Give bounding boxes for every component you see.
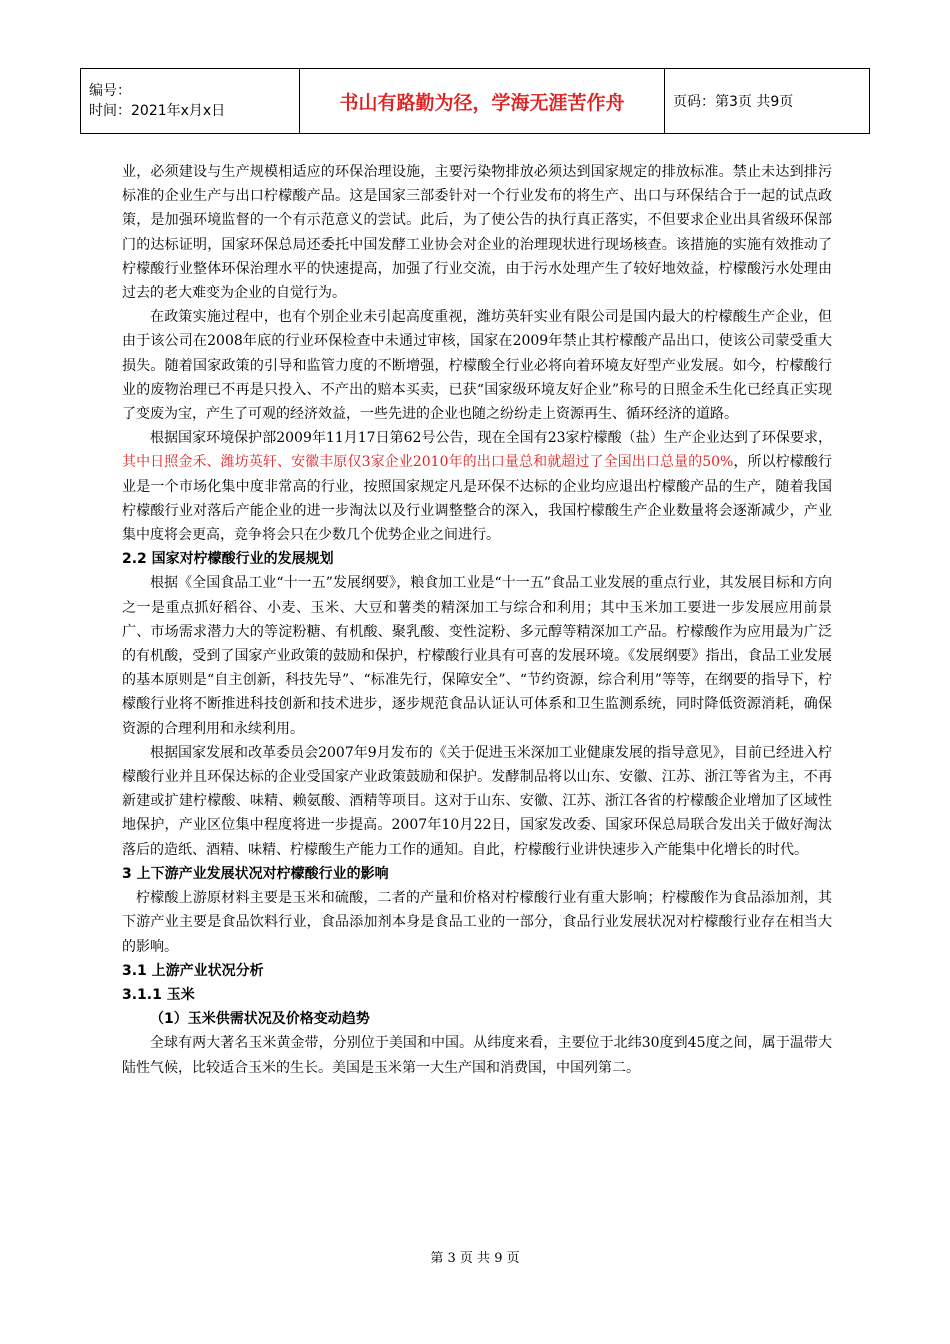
paragraph-announcement-62-lead: 根据国家环境保护部2009年11月17日第62号公告，现在全国有23家柠檬酸（盐）生产企业达到了环保要求， — [150, 430, 832, 447]
paragraph-upstream-downstream: 柠檬酸上游原材料主要是玉米和硫酸，二者的产量和价格对柠檬酸行业有重大影响；柠檬酸作为食品添加剂，其下游产业主要是食品饮料行业，食品添加剂本身是食品工业的一部分，食品行业发展状况对柠檬酸行业存在相当大的影响。 — [122, 890, 832, 955]
header-number-label: 编号： — [89, 83, 131, 99]
header-page-code: 页码：第3页 共9页 — [665, 69, 870, 134]
paragraph-announcement-62-tail: ，所以柠檬酸行业是一个市场化集中度非常高的行业，按照国家规定凡是环保不达标的企业均应退出柠檬酸产品的生产，随着我国柠檬酸行业对落后产能企业的进一步淘汰以及行业调整整合的深入，我国柠檬酸生产企业数量将会逐渐减少，产业集中度将会更高，竞争将会只在少数几个优势企业之间进行。 — [122, 454, 833, 544]
highlighted-export-share: 其中日照金禾、潍坊英轩、安徽丰原仅3家企业2010年的出口量总和就超过了全国出口总量的50% — [122, 454, 734, 471]
section-heading-3-1-1: 3.1.1 玉米 — [122, 986, 195, 1003]
header-date-label: 时间：2021年x月x日 — [89, 103, 226, 119]
paragraph-environmental-policy: 业，必须建设与生产规模相适应的环保治理设施，主要污染物排放必须达到国家规定的排放标准。禁止未达到排污标准的企业生产与出口柠檬酸产品。这是国家三部委针对一个行业发布的将生产、出口与环保结合于一起的试点政策，是加强环境监督的一个有示范意义的尝试。此后，为了使公告的执行真正落实，不但要求企业出具省级环保部门的达标证明，国家环保总局还委托中国发酵工业协会对企业的治理现状进行现场核查。该措施的实施有效推动了柠檬酸行业整体环保治理水平的快速提高，加强了行业交流，由于污水处理产生了较好地效益，柠檬酸污水处理由过去的老大难变为企业的自觉行为。 — [122, 164, 832, 302]
paragraph-policy-implementation: 在政策实施过程中，也有个别企业未引起高度重视，潍坊英轩实业有限公司是国内最大的柠檬酸生产企业，但由于该公司在2008年底的行业环保检查中未通过审核，国家在2009年禁止其柠檬酸产品出口，使该公司蒙受重大损失。随着国家政策的引导和监管力度的不断增强，柠檬酸全行业必将向着环境友好型产业发展。如今，柠檬酸行业的废物治理已不再是只投入、不产出的赔本买卖，已获“国家级环境友好企业”称号的日照金禾生化已经真正实现了变废为宝，产生了可观的经济效益，一些先进的企业也随之纷纷走上资源再生、循环经济的道路。 — [122, 309, 832, 423]
header-left-cell — [81, 69, 300, 134]
header-table — [80, 68, 870, 134]
subheading-corn-supply-demand: （1）玉米供需状况及价格变动趋势 — [150, 1011, 370, 1028]
paragraph-corn-belts: 全球有两大著名玉米黄金带，分别位于美国和中国。从纬度来看，主要位于北纬30度到45度之间，属于温带大陆性气候，比较适合玉米的生长。美国是玉米第一大生产国和消费国，中国列第二。 — [122, 1035, 832, 1076]
page-footer: 第 3 页 共 9 页 — [430, 1251, 520, 1266]
section-heading-3: 3 上下游产业发展状况对柠檬酸行业的影响 — [122, 865, 389, 882]
paragraph-development-outline: 根据《全国食品工业“十一五”发展纲要》，粮食加工业是“十一五”食品工业发展的重点行业，其发展目标和方向之一是重点抓好稻谷、小麦、玉米、大豆和薯类的精深加工与综合和利用；其中玉米加工要进一步发展应用前景广、市场需求潜力大的等淀粉糖、有机酸、聚乳酸、变性淀粉、多元醇等精深加工产品。柠檬酸作为应用最为广泛的有机酸，受到了国家产业政策的鼓励和保护，柠檬酸行业具有可喜的发展环境。《发展纲要》指出，食品工业发展的基本原则是“自主创新，科技先导”、“标准先行，保障安全”、“节约资源，综合利用”等等，在纲要的指导下，柠檬酸行业将不断推进科技创新和技术进步，逐步规范食品认证认可体系和卫生监测系统，同时降低资源消耗，确保资源的合理利用和永续利用。 — [122, 575, 832, 737]
header-motto: 书山有路勤为径，学海无涯苦作舟 — [300, 69, 665, 134]
document-body — [122, 160, 832, 1080]
paragraph-announcement-62 — [122, 426, 832, 547]
paragraph-ndrc-guidance: 根据国家发展和改革委员会2007年9月发布的《关于促进玉米深加工业健康发展的指导意见》，目前已经进入柠檬酸行业并且环保达标的企业受国家产业政策鼓励和保护。发酵制品将以山东、安徽、江苏、浙江等省为主，不再新建或扩建柠檬酸、味精、赖氨酸、酒精等项目。这对于山东、安徽、江苏、浙江各省的柠檬酸企业增加了区域性地保护，产业区位集中程度将进一步提高。2007年10月22日，国家发改委、国家环保总局联合发出关于做好淘汰落后的造纸、酒精、味精、柠檬酸生产能力工作的通知。自此，柠檬酸行业讲快速步入产能集中化增长的时代。 — [122, 744, 832, 858]
section-heading-3-1: 3.1 上游产业状况分析 — [122, 962, 264, 979]
section-heading-2-2: 2.2 国家对柠檬酸行业的发展规划 — [122, 551, 334, 568]
